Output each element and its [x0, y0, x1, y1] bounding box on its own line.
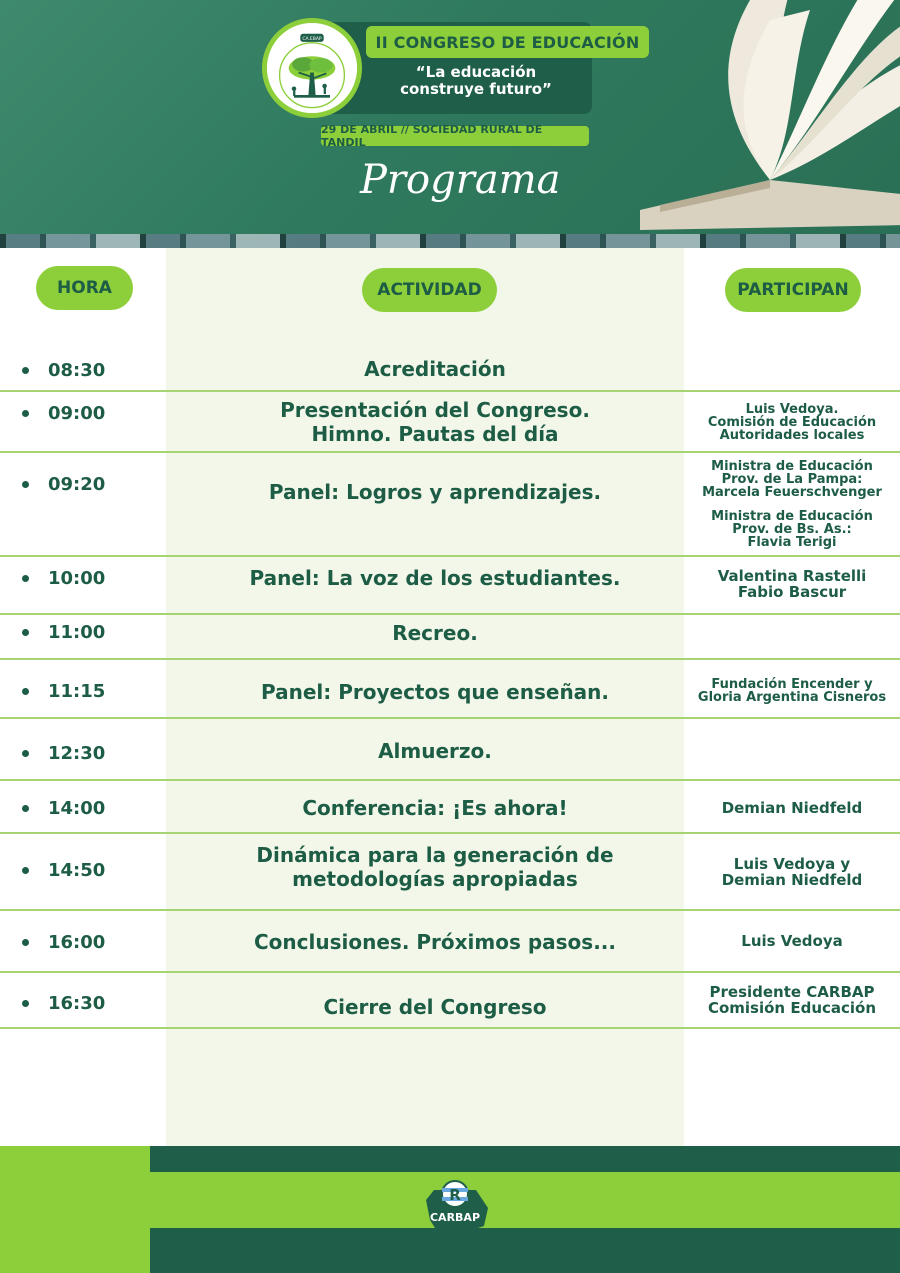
participant-line: Prov. de La Pampa:: [721, 471, 863, 487]
participant-line: Ministra de Educación: [711, 458, 873, 474]
column-header-hora: HORA: [36, 266, 133, 310]
participant-line: Demian Niedfeld: [721, 871, 863, 889]
row-activity: [166, 796, 704, 820]
activity-line: Conclusiones. Próximos pasos...: [254, 930, 616, 954]
row-activity: [166, 480, 704, 504]
row-activity: [166, 680, 704, 704]
row-activity: [166, 398, 704, 446]
bullet-icon: [22, 750, 29, 757]
participant-line: Valentina Rastelli: [717, 567, 867, 585]
row-time: [22, 473, 132, 495]
row-activity: [166, 566, 704, 590]
bullet-icon: [22, 688, 29, 695]
programa-heading: Programa: [360, 157, 561, 203]
row-activity: [166, 930, 704, 954]
row-participants: [684, 984, 900, 1016]
participant-line: Luis Vedoya: [741, 932, 843, 950]
row-time: [22, 680, 132, 702]
participant-line: Ministra de Educación: [711, 508, 873, 524]
row-activity: [166, 843, 704, 891]
row-time-text: 11:15: [48, 680, 106, 702]
logo-text: CA.EBAP: [302, 37, 322, 43]
row-participants: [684, 460, 900, 549]
open-book-image: [620, 0, 900, 230]
participant-line: Marcela Feuerschvenger: [702, 484, 882, 500]
participant-line: Comisión de Educación: [707, 414, 877, 430]
row-time: [22, 402, 132, 424]
row-activity: [166, 621, 704, 645]
participant-line: Comisión Educación: [707, 999, 877, 1017]
bullet-icon: [22, 867, 29, 874]
participant-line: Luis Vedoya.: [745, 401, 839, 417]
row-time-text: 16:00: [48, 931, 106, 953]
row-time: [22, 359, 132, 381]
activity-line: Conferencia: ¡Es ahora!: [302, 796, 568, 820]
row-participants: [684, 568, 900, 600]
bullet-icon: [22, 367, 29, 374]
row-time: [22, 992, 132, 1014]
activity-line: metodologías apropiadas: [292, 867, 578, 891]
participant-line: Presidente CARBAP: [709, 983, 875, 1001]
row-time: [22, 621, 132, 643]
activity-line: Recreo.: [392, 621, 478, 645]
bullet-icon: [22, 1000, 29, 1007]
carbap-emblem-letter: R: [449, 1186, 461, 1204]
row-time-text: 09:00: [48, 402, 106, 424]
book-spines-strip: [0, 234, 900, 248]
activity-line: Panel: La voz de los estudiantes.: [249, 566, 621, 590]
row-participants: [684, 856, 900, 888]
subtitle-line: “La educación: [415, 63, 537, 81]
row-time-text: 16:30: [48, 992, 106, 1014]
row-time-text: 11:00: [48, 621, 106, 643]
row-time-text: 09:20: [48, 473, 106, 495]
row-time-text: 12:30: [48, 742, 106, 764]
footer-stripe-bottom: [150, 1228, 900, 1273]
carbap-brand: CARBAP: [429, 1211, 480, 1224]
participant-line: Flavia Terigi: [747, 534, 837, 550]
congress-subtitle: [366, 64, 586, 98]
row-participants: [684, 800, 900, 816]
date-place-banner: 29 DE ABRIL // SOCIEDAD RURAL DE TANDIL: [321, 126, 589, 146]
participant-line: Autoridades locales: [719, 427, 865, 443]
row-time-text: 14:50: [48, 859, 106, 881]
row-activity: [166, 995, 704, 1019]
participant-line: Luis Vedoya y: [733, 855, 851, 873]
row-activity: [166, 357, 704, 381]
row-time: [22, 859, 132, 881]
row-participants: [684, 403, 900, 442]
bullet-icon: [22, 805, 29, 812]
bullet-icon: [22, 629, 29, 636]
participant-line: Fabio Bascur: [737, 583, 847, 601]
activity-line: Panel: Proyectos que enseñan.: [260, 680, 610, 704]
participant-line: Demian Niedfeld: [721, 799, 863, 817]
row-time-text: 14:00: [48, 797, 106, 819]
subtitle-line: construye futuro”: [400, 80, 552, 98]
row-activity: [166, 739, 704, 763]
participant-line: Prov. de Bs. As.:: [732, 521, 852, 537]
activity-line: Acreditación: [364, 357, 506, 381]
row-time: [22, 931, 132, 953]
row-participants: [684, 933, 900, 949]
row-participants: [684, 678, 900, 704]
bullet-icon: [22, 575, 29, 582]
bullet-icon: [22, 481, 29, 488]
activity-line: Himno. Pautas del día: [311, 422, 559, 446]
activity-line: Panel: Logros y aprendizajes.: [268, 480, 602, 504]
activity-line: Almuerzo.: [378, 739, 492, 763]
column-header-participan: PARTICIPAN: [725, 268, 861, 312]
row-time-text: 10:00: [48, 567, 106, 589]
footer-stripe-top: [150, 1146, 900, 1172]
row-time: [22, 742, 132, 764]
column-header-actividad: ACTIVIDAD: [362, 268, 497, 312]
participant-line: Fundación Encender y: [711, 677, 873, 692]
participant-line: Gloria Argentina Cisneros: [697, 690, 887, 705]
row-time: [22, 567, 132, 589]
activity-line: Dinámica para la generación de: [256, 843, 614, 867]
bullet-icon: [22, 939, 29, 946]
row-time: [22, 797, 132, 819]
bullet-icon: [22, 410, 29, 417]
congress-logo: [262, 18, 362, 118]
congress-title: II CONGRESO DE EDUCACIÓN: [366, 26, 649, 58]
row-time-text: 08:30: [48, 359, 106, 381]
activity-line: Presentación del Congreso.: [280, 398, 590, 422]
activity-line: Cierre del Congreso: [323, 995, 547, 1019]
